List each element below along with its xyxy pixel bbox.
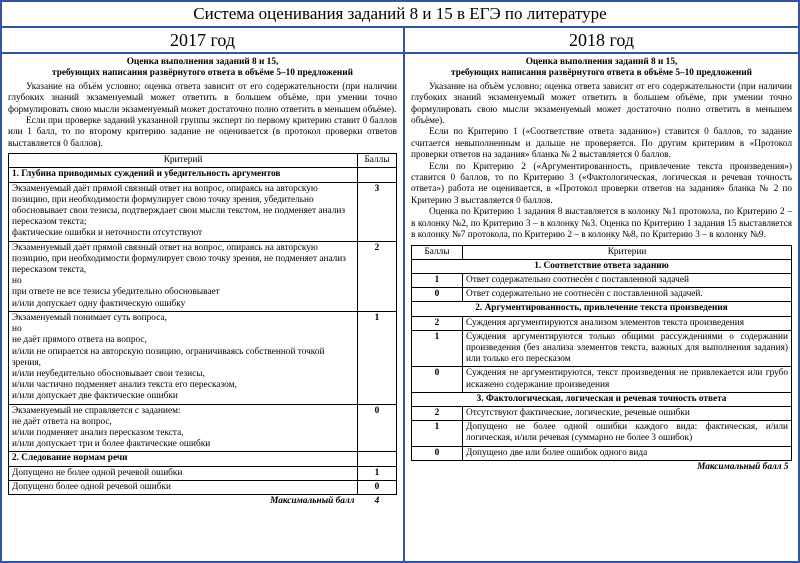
section-title: 2. Аргументированность, привлечение текста произведения <box>412 302 792 316</box>
table-row <box>412 330 792 367</box>
max-score-label: Максимальный балл <box>270 495 355 506</box>
table-row <box>412 446 792 460</box>
criterion-text <box>9 182 358 241</box>
table-row <box>412 288 792 302</box>
table-row <box>9 311 397 404</box>
paragraph: Оценка по Критерию 1 задания 8 выставляется в колонку №1 протокола, по Критерию 2 – в колонку №2, по Критерию 3 – в колонку №3. Оценка по Критерию 1 задания 15 выставляется в колонку №7 протокола, по Критерию 2 – в колонку №8, по Критерию 3 – в колонку №9. <box>411 207 792 241</box>
table-row <box>9 480 397 494</box>
year-header-2018: 2018 год <box>405 28 798 54</box>
empty-cell <box>358 168 397 182</box>
max-score-row <box>9 494 397 508</box>
criterion-text: Допущено не более одной ошибки каждого вида: фактическая, и/или логическая, и/или речевая (суммарно не более 3 ошибок) <box>463 421 792 446</box>
criterion-text: Допущено не более одной речевой ошибки <box>9 466 358 480</box>
criterion-line: и/или не опирается на авторскую позицию, ограничиваясь собственной точкой зрения, <box>12 346 325 368</box>
heading-line: требующих написания развёрнутого ответа в объёме 5–10 предложений <box>451 68 752 79</box>
criterion-line: фактические ошибки и неточности отсутствуют <box>12 228 203 239</box>
section-title: 1. Глубина приводимых суждений и убедительность аргументов <box>9 168 358 182</box>
criterion-line: и/или неубедительно обосновывает свои тезисы, <box>12 368 205 379</box>
table-row <box>412 316 792 330</box>
criterion-line: и/или частично подменяет анализ текста его пересказом, <box>12 380 237 391</box>
table-header-row <box>412 245 792 259</box>
points-value: 1 <box>412 273 463 287</box>
column-header-points: Баллы <box>412 245 463 259</box>
points-value: 0 <box>412 367 463 392</box>
section-title: 2. Следование нормам речи <box>9 452 358 466</box>
section-row <box>412 259 792 273</box>
criterion-text <box>9 404 358 452</box>
criterion-line: и/или допускает две фактические ошибки <box>12 391 178 402</box>
criterion-line: Экзаменуемый не справляется с заданием: <box>12 405 181 416</box>
paragraph: Если по Критерию 2 («Аргументированность, привлечение текста произведения») ставится 0 баллов, то по Критерию 3 («Фактологическая, логическая и речевая точность ответа») работа не оценивается, в «Протокол проверки ответов на задания» бланка № 2 по Критерию 3 выставляется 0 баллов. <box>411 161 792 206</box>
table-header-row <box>9 154 397 168</box>
section-row <box>412 392 792 406</box>
max-score <box>412 460 792 474</box>
criterion-line: и/или подменяет анализ пересказом текста, <box>12 427 184 438</box>
section-row <box>9 452 397 466</box>
section-row <box>9 168 397 182</box>
criterion-line: при ответе не все тезисы убедительно обосновывает <box>12 287 220 298</box>
heading-line: Оценка выполнения заданий 8 и 15, <box>126 57 279 67</box>
points-value: 1 <box>358 466 397 480</box>
heading-2018 <box>411 57 792 80</box>
max-score-value: 4 <box>374 495 380 506</box>
max-score-value: 5 <box>783 461 789 472</box>
table-row <box>412 367 792 392</box>
table-row <box>9 182 397 241</box>
criterion-line: но <box>12 324 22 335</box>
content-2018 <box>405 54 798 474</box>
criterion-line: не даёт прямого ответа на вопрос, <box>12 335 147 346</box>
points-value: 0 <box>412 446 463 460</box>
points-value: 1 <box>412 330 463 367</box>
criterion-line: но <box>12 276 22 287</box>
criterion-line: Экзаменуемый понимает суть вопроса, <box>12 312 167 323</box>
criterion-text: Допущено две или более ошибок одного вида <box>463 446 792 460</box>
section-row <box>412 302 792 316</box>
points-value: 1 <box>358 311 397 404</box>
points-value: 0 <box>358 404 397 452</box>
column-header-criteria: Критерий <box>9 154 358 168</box>
criterion-text: Суждения аргументируются анализом элементов текста произведения <box>463 316 792 330</box>
criterion-text <box>9 241 358 311</box>
table-row <box>9 404 397 452</box>
points-value: 2 <box>412 406 463 420</box>
table-row <box>412 421 792 446</box>
heading-line: требующих написания развёрнутого ответа в объёме 5–10 предложений <box>52 68 353 79</box>
table-row <box>9 466 397 480</box>
criterion-line: и/или допускает одну фактическую ошибку <box>12 298 186 309</box>
points-value: 0 <box>358 480 397 494</box>
points-value: 2 <box>358 241 397 311</box>
paragraph: Если по Критерию 1 («Соответствие ответа заданию») ставится 0 баллов, то задание считается невыполненным и дальше не проверяется. По другим критериям в «Протокол проверки ответов на задания» бланка № 2 выставляется 0 баллов. <box>411 127 792 161</box>
section-title: 1. Соответствие ответа заданию <box>412 259 792 273</box>
criterion-text <box>9 311 358 404</box>
max-score-label: Максимальный балл <box>697 461 782 472</box>
points-value: 3 <box>358 182 397 241</box>
criterion-text: Отсутствуют фактические, логические, речевые ошибки <box>463 406 792 420</box>
column-2018 <box>405 28 798 561</box>
table-row <box>412 406 792 420</box>
paragraph: Указание на объём условно; оценка ответа зависит от его содержательности (при наличии глубоких знаний экзаменуемый может ответить в большем объёме, при умении точно формулировать свою мысли экзаменуемый может достаточно полно ответить в меньшем объёме). <box>8 81 397 115</box>
content-2017 <box>2 54 403 508</box>
max-score-row <box>412 460 792 474</box>
criterion-text: Ответ содержательно соотнесён с поставленной задачей <box>463 273 792 287</box>
column-header-criteria: Критерии <box>463 245 792 259</box>
criterion-line: и/или допускает три и более фактические ошибки <box>12 439 211 450</box>
table-row <box>9 241 397 311</box>
criterion-line: не даёт ответа на вопрос, <box>12 416 112 427</box>
criterion-text: Ответ содержательно не соотнесён с поставленной задачей. <box>463 288 792 302</box>
year-header-2017: 2017 год <box>2 28 403 54</box>
points-value: 2 <box>412 316 463 330</box>
criterion-line: Экзаменуемый даёт прямой связный ответ на вопрос, опираясь на авторскую позицию, при необходимости формулирует свою точку зрения, убедительно обосновывает свои тезисы, подтверждает свои мысли текстом, не подменяет анализ пересказом текста; <box>12 183 345 228</box>
table-row <box>412 273 792 287</box>
column-2017 <box>2 28 405 561</box>
section-title: 3. Фактологическая, логическая и речевая точность ответа <box>412 392 792 406</box>
points-value: 1 <box>412 421 463 446</box>
empty-cell <box>358 452 397 466</box>
paragraph: Если при проверке заданий указанной группы эксперт по первому критерию ставит 0 баллов или 1 балл, то по второму критерию задание не оценивается (в протокол проверки ответов выставляется 0 баллов). <box>8 116 397 149</box>
paragraph: Указание на объём условно; оценка ответа зависит от его содержательности (при наличии глубоких знаний экзаменуемый может ответить в большем объёме, при умении точно формулировать свою мысли экзаменуемый может достаточно полно ответить в меньшем объёме). <box>411 81 792 127</box>
points-value: 0 <box>412 288 463 302</box>
criterion-line: Экзаменуемый даёт прямой связный ответ на вопрос, опираясь на авторскую позицию, при необходимости формулирует свою точку зрения, не подменяет анализ пересказом текста, <box>12 242 346 276</box>
criterion-text: Допущено более одной речевой ошибки <box>9 480 358 494</box>
criterion-text: Суждения аргументируются только общими рассуждениями о содержании произведения (без анализа элементов текста, важных для выполнения задания) или только его пересказом <box>463 330 792 367</box>
column-header-points: Баллы <box>358 154 397 168</box>
heading-2017 <box>8 57 397 80</box>
criterion-text: Суждения не аргументируются, текст произведения не привлекается или грубо искажено содержание произведения <box>463 367 792 392</box>
page-title: Система оценивания заданий 8 и 15 в ЕГЭ по литературе <box>2 2 798 28</box>
criteria-table-2017 <box>8 153 397 508</box>
criteria-table-2018 <box>411 245 792 474</box>
heading-line: Оценка выполнения заданий 8 и 15, <box>525 57 678 67</box>
